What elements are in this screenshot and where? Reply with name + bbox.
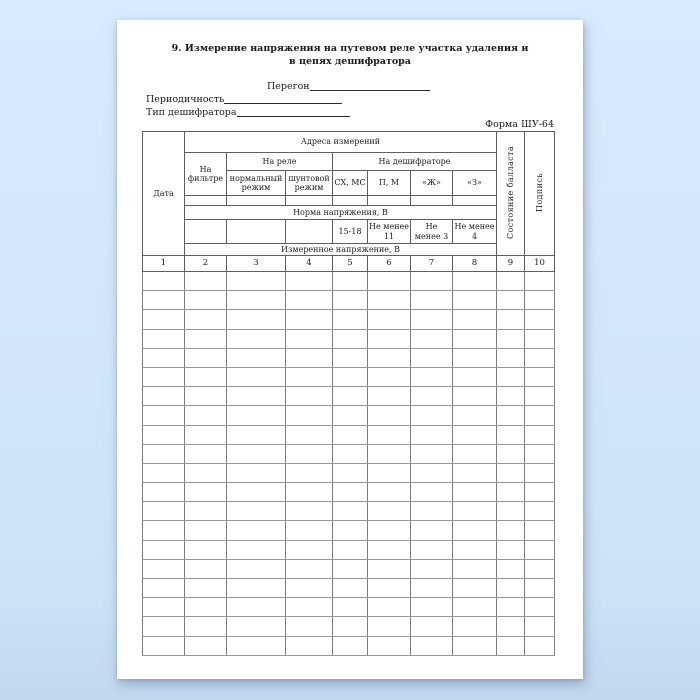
empty-row [143, 579, 555, 598]
empty-cell [368, 444, 411, 463]
empty-cell [525, 329, 555, 348]
empty-cell [333, 444, 368, 463]
empty-cell [368, 387, 411, 406]
norm-value-cell [185, 220, 227, 244]
empty-cell [411, 444, 453, 463]
empty-cell [286, 502, 333, 521]
empty-cell [143, 425, 185, 444]
empty-cell [227, 598, 286, 617]
empty-cell [497, 617, 525, 636]
empty-cell [497, 310, 525, 329]
empty-cell [453, 540, 497, 559]
measurements-table [142, 131, 555, 656]
empty-cell [286, 329, 333, 348]
empty-cell [185, 406, 227, 425]
document-page [117, 20, 583, 679]
empty-cell [143, 540, 185, 559]
column-number: 3 [227, 256, 286, 272]
empty-cell [368, 310, 411, 329]
empty-cell [227, 329, 286, 348]
empty-cell [497, 425, 525, 444]
empty-cell [333, 559, 368, 578]
empty-row [143, 310, 555, 329]
empty-cell [143, 406, 185, 425]
empty-cell [411, 367, 453, 386]
norm-value-cell [286, 220, 333, 244]
header-addresses: Адреса измерений [185, 132, 497, 153]
empty-row [143, 329, 555, 348]
empty-cell [497, 579, 525, 598]
header-decoder-p-m: П, М [368, 171, 411, 196]
empty-cell [525, 559, 555, 578]
empty-cell [497, 272, 525, 291]
empty-cell [368, 425, 411, 444]
empty-cell [525, 617, 555, 636]
empty-cell [227, 387, 286, 406]
empty-cell [227, 483, 286, 502]
empty-cell [411, 521, 453, 540]
empty-cell [333, 310, 368, 329]
empty-cell [286, 540, 333, 559]
empty-cell [368, 579, 411, 598]
document-title-line1: 9. Измерение напряжения на путевом реле участка удаления и [171, 43, 529, 54]
empty-cell [333, 272, 368, 291]
column-number: 6 [368, 256, 411, 272]
empty-cell [286, 444, 333, 463]
empty-cell [525, 425, 555, 444]
empty-cell [143, 310, 185, 329]
empty-cell [143, 387, 185, 406]
empty-row [143, 598, 555, 617]
peregon-field [267, 81, 430, 93]
empty-cell [185, 559, 227, 578]
empty-cell [525, 579, 555, 598]
empty-cell [453, 559, 497, 578]
empty-cell [333, 540, 368, 559]
empty-row [143, 483, 555, 502]
empty-cell [286, 483, 333, 502]
empty-cell [525, 310, 555, 329]
empty-row [143, 540, 555, 559]
empty-row [143, 502, 555, 521]
empty-row [143, 272, 555, 291]
address-entry-cell [185, 196, 227, 206]
empty-row [143, 348, 555, 367]
empty-cell [453, 406, 497, 425]
empty-cell [497, 387, 525, 406]
periodichnost-label: Периодичность [146, 94, 225, 105]
empty-cell [453, 272, 497, 291]
empty-cell [143, 579, 185, 598]
form-code-label: Форма ШУ-64 [485, 119, 554, 130]
header-on-decoder: На дешифраторе [333, 153, 497, 171]
empty-cell [497, 483, 525, 502]
empty-cell [453, 521, 497, 540]
empty-cell [525, 598, 555, 617]
empty-cell [497, 502, 525, 521]
empty-cell [286, 463, 333, 482]
table-body [143, 272, 555, 656]
empty-cell [286, 310, 333, 329]
empty-cell [525, 521, 555, 540]
empty-cell [411, 579, 453, 598]
empty-cell [368, 348, 411, 367]
empty-cell [143, 367, 185, 386]
empty-cell [333, 598, 368, 617]
empty-cell [497, 636, 525, 655]
empty-cell [368, 483, 411, 502]
empty-cell [368, 636, 411, 655]
empty-row [143, 636, 555, 655]
periodichnost-field [146, 94, 342, 106]
empty-cell [411, 636, 453, 655]
empty-cell [453, 617, 497, 636]
empty-cell [185, 310, 227, 329]
empty-cell [185, 636, 227, 655]
column-numbers-row [143, 256, 555, 272]
empty-cell [227, 291, 286, 310]
empty-cell [497, 291, 525, 310]
empty-cell [143, 598, 185, 617]
empty-cell [333, 348, 368, 367]
empty-cell [185, 329, 227, 348]
address-entry-cell [227, 196, 286, 206]
empty-cell [143, 502, 185, 521]
empty-cell [368, 502, 411, 521]
tip-deshifratora-field [146, 107, 350, 119]
empty-cell [497, 463, 525, 482]
empty-cell [227, 463, 286, 482]
empty-cell [227, 272, 286, 291]
empty-cell [286, 521, 333, 540]
empty-cell [453, 502, 497, 521]
empty-cell [368, 463, 411, 482]
empty-cell [227, 540, 286, 559]
column-number: 1 [143, 256, 185, 272]
empty-cell [143, 463, 185, 482]
empty-cell [286, 272, 333, 291]
periodichnost-blank-line [224, 94, 342, 104]
empty-cell [286, 636, 333, 655]
empty-cell [185, 483, 227, 502]
empty-cell [497, 444, 525, 463]
empty-cell [185, 502, 227, 521]
empty-cell [368, 291, 411, 310]
empty-cell [525, 636, 555, 655]
empty-cell [368, 540, 411, 559]
empty-cell [333, 329, 368, 348]
header-decoder-zh: «Ж» [411, 171, 453, 196]
empty-row [143, 425, 555, 444]
header-on-relay: На реле [227, 153, 333, 171]
norm-value-cell [227, 220, 286, 244]
empty-row [143, 406, 555, 425]
empty-cell [143, 272, 185, 291]
norm-value-cell: Не менее 11 [368, 220, 411, 244]
empty-cell [286, 579, 333, 598]
empty-cell [143, 636, 185, 655]
norm-values-row [143, 220, 555, 244]
empty-cell [411, 329, 453, 348]
header-measured-title: Измеренное напряжение, В [185, 244, 497, 256]
column-number: 5 [333, 256, 368, 272]
empty-cell [143, 291, 185, 310]
empty-cell [525, 387, 555, 406]
empty-cell [227, 579, 286, 598]
empty-cell [453, 483, 497, 502]
empty-cell [227, 425, 286, 444]
empty-cell [525, 291, 555, 310]
empty-cell [497, 329, 525, 348]
empty-cell [227, 444, 286, 463]
empty-row [143, 559, 555, 578]
header-date: Дата [143, 132, 185, 256]
empty-cell [185, 540, 227, 559]
empty-row [143, 463, 555, 482]
header-on-filter: На фильтре [185, 153, 227, 196]
empty-cell [453, 425, 497, 444]
table-header-group [143, 132, 555, 272]
header-relay-normal-mode: нормальный режим [227, 171, 286, 196]
empty-cell [185, 617, 227, 636]
empty-cell [333, 521, 368, 540]
column-number: 8 [453, 256, 497, 272]
header-norm-title: Норма напряжения, В [185, 206, 497, 220]
empty-cell [333, 617, 368, 636]
empty-cell [525, 502, 555, 521]
empty-cell [497, 540, 525, 559]
column-number: 4 [286, 256, 333, 272]
empty-cell [497, 598, 525, 617]
empty-cell [411, 617, 453, 636]
address-entry-cell [411, 196, 453, 206]
empty-cell [525, 272, 555, 291]
empty-cell [333, 387, 368, 406]
empty-cell [453, 463, 497, 482]
empty-cell [185, 348, 227, 367]
empty-cell [286, 598, 333, 617]
empty-cell [453, 444, 497, 463]
empty-cell [497, 559, 525, 578]
empty-cell [185, 425, 227, 444]
empty-cell [333, 579, 368, 598]
empty-cell [368, 406, 411, 425]
empty-cell [286, 425, 333, 444]
empty-cell [286, 348, 333, 367]
empty-cell [227, 617, 286, 636]
empty-cell [368, 329, 411, 348]
empty-cell [368, 521, 411, 540]
empty-cell [411, 598, 453, 617]
empty-cell [453, 598, 497, 617]
empty-row [143, 521, 555, 540]
empty-cell [497, 367, 525, 386]
empty-cell [497, 521, 525, 540]
empty-cell [333, 291, 368, 310]
tip-deshifratora-blank-line [237, 107, 350, 117]
column-number: 10 [525, 256, 555, 272]
empty-row [143, 291, 555, 310]
document-title [117, 42, 583, 68]
empty-cell [525, 406, 555, 425]
empty-cell [453, 636, 497, 655]
address-entry-cell [333, 196, 368, 206]
empty-cell [185, 463, 227, 482]
header-ballast-state: Состояние балласта [497, 132, 525, 256]
empty-row [143, 367, 555, 386]
empty-cell [333, 406, 368, 425]
empty-cell [286, 291, 333, 310]
empty-row [143, 617, 555, 636]
empty-cell [286, 559, 333, 578]
empty-cell [411, 272, 453, 291]
header-decoder-sx-ms: СХ, МС [333, 171, 368, 196]
empty-cell [525, 367, 555, 386]
norm-value-cell: Не менее 4 [453, 220, 497, 244]
header-signature: Подпись [525, 132, 555, 256]
empty-cell [453, 387, 497, 406]
empty-cell [411, 387, 453, 406]
empty-cell [368, 272, 411, 291]
empty-cell [411, 406, 453, 425]
empty-cell [227, 310, 286, 329]
norm-value-cell: 15-18 [333, 220, 368, 244]
empty-cell [333, 367, 368, 386]
column-number: 7 [411, 256, 453, 272]
empty-cell [497, 406, 525, 425]
empty-cell [453, 367, 497, 386]
empty-cell [185, 579, 227, 598]
peregon-label: Перегон [267, 81, 310, 92]
empty-cell [143, 617, 185, 636]
empty-cell [333, 636, 368, 655]
empty-cell [411, 483, 453, 502]
empty-cell [525, 444, 555, 463]
column-number: 2 [185, 256, 227, 272]
peregon-blank-line [310, 81, 430, 91]
empty-cell [368, 559, 411, 578]
empty-cell [453, 329, 497, 348]
empty-cell [143, 348, 185, 367]
empty-cell [368, 617, 411, 636]
norm-value-cell: Не менее 3 [411, 220, 453, 244]
header-decoder-z: «З» [453, 171, 497, 196]
empty-cell [497, 348, 525, 367]
empty-cell [411, 502, 453, 521]
empty-cell [333, 425, 368, 444]
address-entry-cell [286, 196, 333, 206]
empty-cell [143, 521, 185, 540]
empty-cell [333, 483, 368, 502]
empty-cell [411, 348, 453, 367]
empty-cell [227, 521, 286, 540]
empty-cell [525, 540, 555, 559]
empty-cell [525, 483, 555, 502]
empty-row [143, 444, 555, 463]
empty-cell [333, 502, 368, 521]
empty-cell [453, 348, 497, 367]
empty-cell [185, 367, 227, 386]
empty-cell [525, 348, 555, 367]
empty-cell [185, 521, 227, 540]
empty-cell [411, 540, 453, 559]
empty-cell [227, 367, 286, 386]
empty-cell [185, 272, 227, 291]
empty-cell [286, 617, 333, 636]
empty-cell [185, 387, 227, 406]
empty-cell [286, 406, 333, 425]
empty-cell [185, 598, 227, 617]
empty-cell [453, 310, 497, 329]
empty-cell [143, 483, 185, 502]
empty-cell [185, 291, 227, 310]
empty-cell [227, 502, 286, 521]
empty-cell [453, 291, 497, 310]
tip-deshifratora-label: Тип дешифратора [146, 107, 237, 118]
empty-row [143, 387, 555, 406]
empty-cell [411, 425, 453, 444]
address-entry-cell [368, 196, 411, 206]
empty-cell [185, 444, 227, 463]
empty-cell [411, 310, 453, 329]
empty-cell [453, 579, 497, 598]
empty-cell [227, 406, 286, 425]
empty-cell [286, 367, 333, 386]
empty-cell [411, 559, 453, 578]
empty-cell [333, 463, 368, 482]
empty-cell [525, 463, 555, 482]
empty-cell [411, 463, 453, 482]
empty-cell [143, 559, 185, 578]
document-title-line2: в цепях дешифратора [289, 56, 411, 67]
column-number: 9 [497, 256, 525, 272]
empty-cell [368, 367, 411, 386]
empty-cell [227, 348, 286, 367]
empty-cell [227, 559, 286, 578]
empty-cell [286, 387, 333, 406]
empty-cell [411, 291, 453, 310]
empty-cell [368, 598, 411, 617]
address-entry-cell [453, 196, 497, 206]
empty-cell [143, 444, 185, 463]
header-relay-shunt-mode: шунтовой режим [286, 171, 333, 196]
empty-cell [143, 329, 185, 348]
empty-cell [227, 636, 286, 655]
